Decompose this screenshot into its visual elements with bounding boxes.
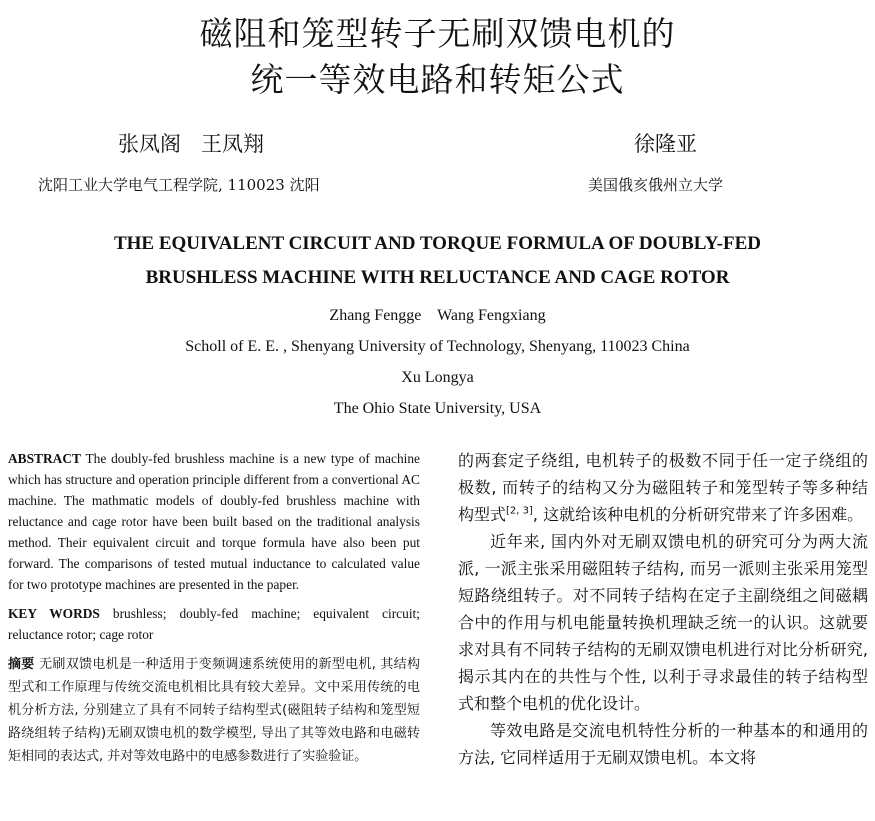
affiliation-cn-left: 沈阳工业大学电气工程学院, 110023 沈阳 <box>38 176 320 194</box>
keywords-en <box>8 603 420 645</box>
abstract-cn-label: 摘要 <box>8 657 35 672</box>
citation-ref: [2, 3] <box>506 505 533 517</box>
author-en-3: Xu Longya <box>401 369 474 386</box>
affiliation-cn-right: 美国俄亥俄州立大学 <box>588 176 724 194</box>
body-paragraph-1 <box>458 447 868 528</box>
title-cn-line1: 磁阻和笼型转子无刷双馈电机的 <box>199 14 676 53</box>
authors-en: Zhang Fengge Wang Fengxiang <box>329 307 546 324</box>
affiliation-en-1: Scholl of E. E. , Shenyang University of Technology, Shenyang, 110023 China <box>185 338 690 355</box>
abstract-en-label: ABSTRACT <box>8 451 81 466</box>
keywords-en-label: KEY WORDS <box>8 606 100 621</box>
abstract-cn <box>8 653 420 768</box>
body-paragraph-3: 等效电路是交流电机特性分析的一种基本的和通用的方法, 它同样适用于无刷双馈电机。本文将 <box>458 721 868 767</box>
left-column <box>8 448 420 768</box>
body-paragraph-2: 近年来, 国内外对无刷双馈电机的研究可分为两大流派, 一派主张采用磁阻转子结构, 而另一派则主张采用笼型短路绕组转子。对不同转子结构在定子主副绕组之间磁耦合中的作用与机电能量转换机理缺乏统一的认识。这就要求对具有不同转子结构的无刷双馈电机进行对比分析研究, 揭示其内在的共性与个性, 以利于寻求最佳的转子结构型式和整个电机的优化设计。 <box>458 532 868 713</box>
body-p1-b: , 这就给该种电机的分析研究带来了许多困难。 <box>532 505 864 524</box>
title-cn-line2: 统一等效电路和转矩公式 <box>250 60 625 99</box>
abstract-cn-text: 无刷双馈电机是一种适用于变频调速系统使用的新型电机, 其结构型式和工作原理与传统交流电机相比具有较大差异。文中采用传统的电机分析方法, 分别建立了具有不同转子结构型式(磁阻转子结构和笼型短路绕组转子结构)无刷双馈电机的数学模型, 导出了其等效电路和电磁转矩相同的表达式, 并对等效电路中的电感参数进行了实验验证。 <box>8 657 420 764</box>
affiliation-en-2: The Ohio State University, USA <box>333 400 542 417</box>
body-p1-a: 的两套定子绕组, 电机转子的极数不同于任一定子绕组的极数, 而转子的结构又分为磁阻转子和笼型转子等多种结构型式 <box>458 451 868 524</box>
abstract-en-text: The doubly-fed brushless machine is a new type of machine which has structure and operation principle different from a convertional AC machine. The mathmatic models of doubly-fed brushless machine with reluctance and cage rotor have been built based on the traditional analysis method. Their equivalent circuit and torque formula have also been put forward. The comparisons of tested mutual inductance to calculated value for two prototype machines are presented in the paper. <box>8 451 421 592</box>
title-en-line1: THE EQUIVALENT CIRCUIT AND TORQUE FORMULA OF DOUBLY-FED <box>113 233 762 254</box>
right-column <box>458 447 868 771</box>
authors-cn-left: 张凤阁 王凤翔 <box>118 132 265 156</box>
title-en-line2: BRUSHLESS MACHINE WITH RELUCTANCE AND CAGE ROTOR <box>145 267 730 288</box>
abstract-en <box>8 448 420 595</box>
authors-cn-right: 徐隆亚 <box>634 132 697 156</box>
keywords-en-text: brushless; doubly-fed machine; equivalent circuit; reluctance rotor; cage rotor <box>8 606 420 642</box>
